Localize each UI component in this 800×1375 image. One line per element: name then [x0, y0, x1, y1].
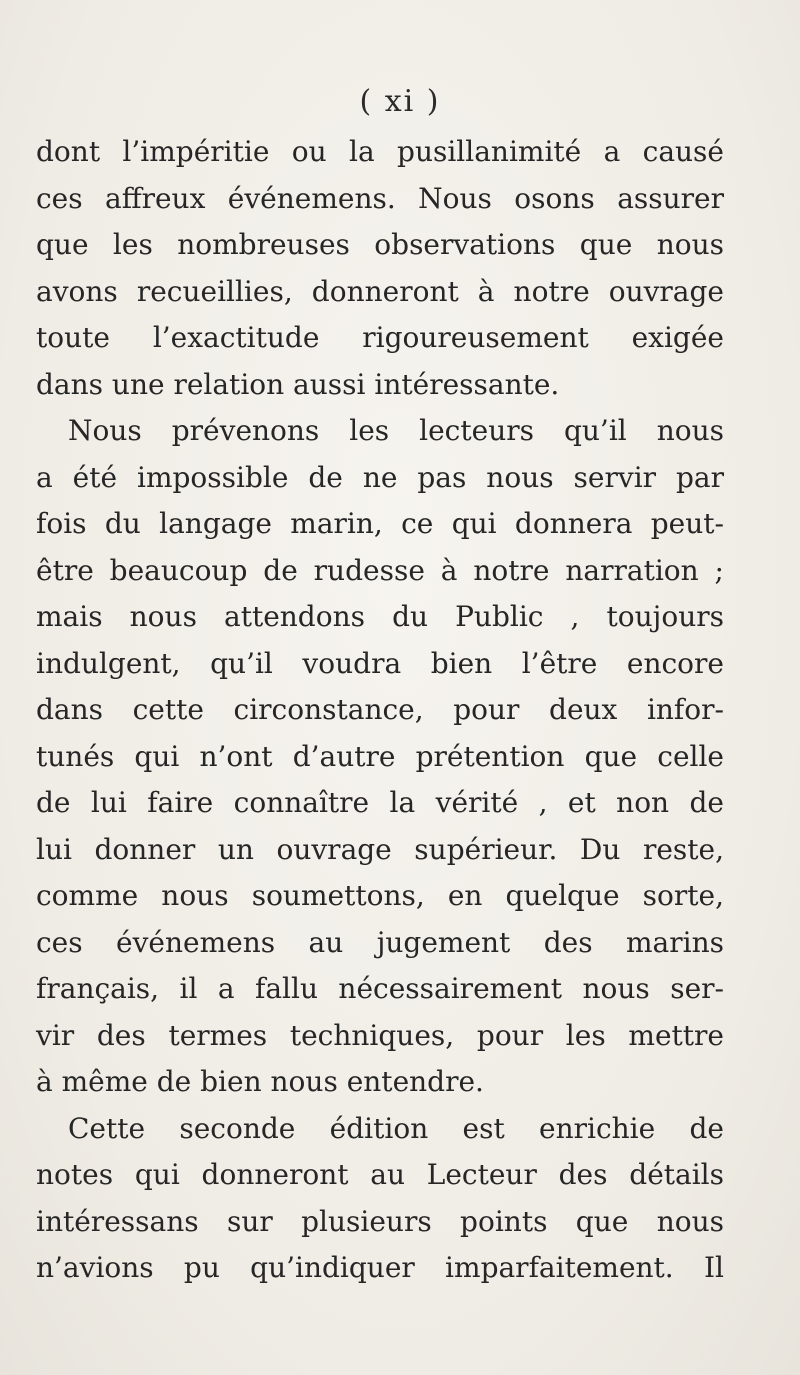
page-number: ( xi ): [359, 84, 441, 119]
text-line: Cette seconde édition est enrichie de: [68, 1111, 724, 1145]
text-line: n’avions pu qu’indiquer imparfaitement. Il: [36, 1251, 724, 1284]
text-line: fois du langage marin, ce qui donnera peut-: [36, 507, 724, 540]
text-line: toute l’exactitude rigoureusement exigée: [36, 321, 724, 354]
text-line: ces événemens au jugement des marins: [36, 925, 724, 959]
text-line: ces affreux événemens. Nous osons assurer: [36, 181, 724, 215]
text-line: tunés qui n’ont d’autre prétention que celle: [36, 739, 724, 773]
text-line: de lui faire connaître la vérité , et non de: [36, 786, 724, 819]
text-line: mais nous attendons du Public , toujours: [36, 600, 724, 633]
text-line: a été impossible de ne pas nous servir par: [36, 460, 724, 494]
text-line: dans cette circonstance, pour deux infor-: [36, 693, 724, 726]
text-line: être beaucoup de rudesse à notre narration ;: [36, 553, 724, 587]
text-line: français, il a fallu nécessairement nous ser-: [36, 972, 724, 1005]
body-text: [36, 129, 724, 1292]
text-line: Nous prévenons les lecteurs qu’il nous: [68, 414, 724, 447]
text-line: dans une relation aussi intéressante.: [36, 367, 560, 401]
text-line: notes qui donneront au Lecteur des détails: [36, 1158, 724, 1191]
text-line: dont l’impéritie ou la pusillanimité a causé: [36, 135, 724, 168]
text-line: comme nous soumettons, en quelque sorte,: [36, 879, 724, 912]
text-line: lui donner un ouvrage supérieur. Du reste,: [36, 832, 724, 866]
text-line: à même de bien nous entendre.: [36, 1065, 484, 1098]
text-line: avons recueillies, donneront à notre ouvrage: [36, 274, 724, 308]
text-line: indulgent, qu’il voudra bien l’être encore: [36, 646, 724, 680]
text-line: que les nombreuses observations que nous: [36, 228, 724, 261]
text-line: vir des termes techniques, pour les mettre: [36, 1018, 724, 1052]
text-line: intéressans sur plusieurs points que nous: [36, 1204, 724, 1238]
